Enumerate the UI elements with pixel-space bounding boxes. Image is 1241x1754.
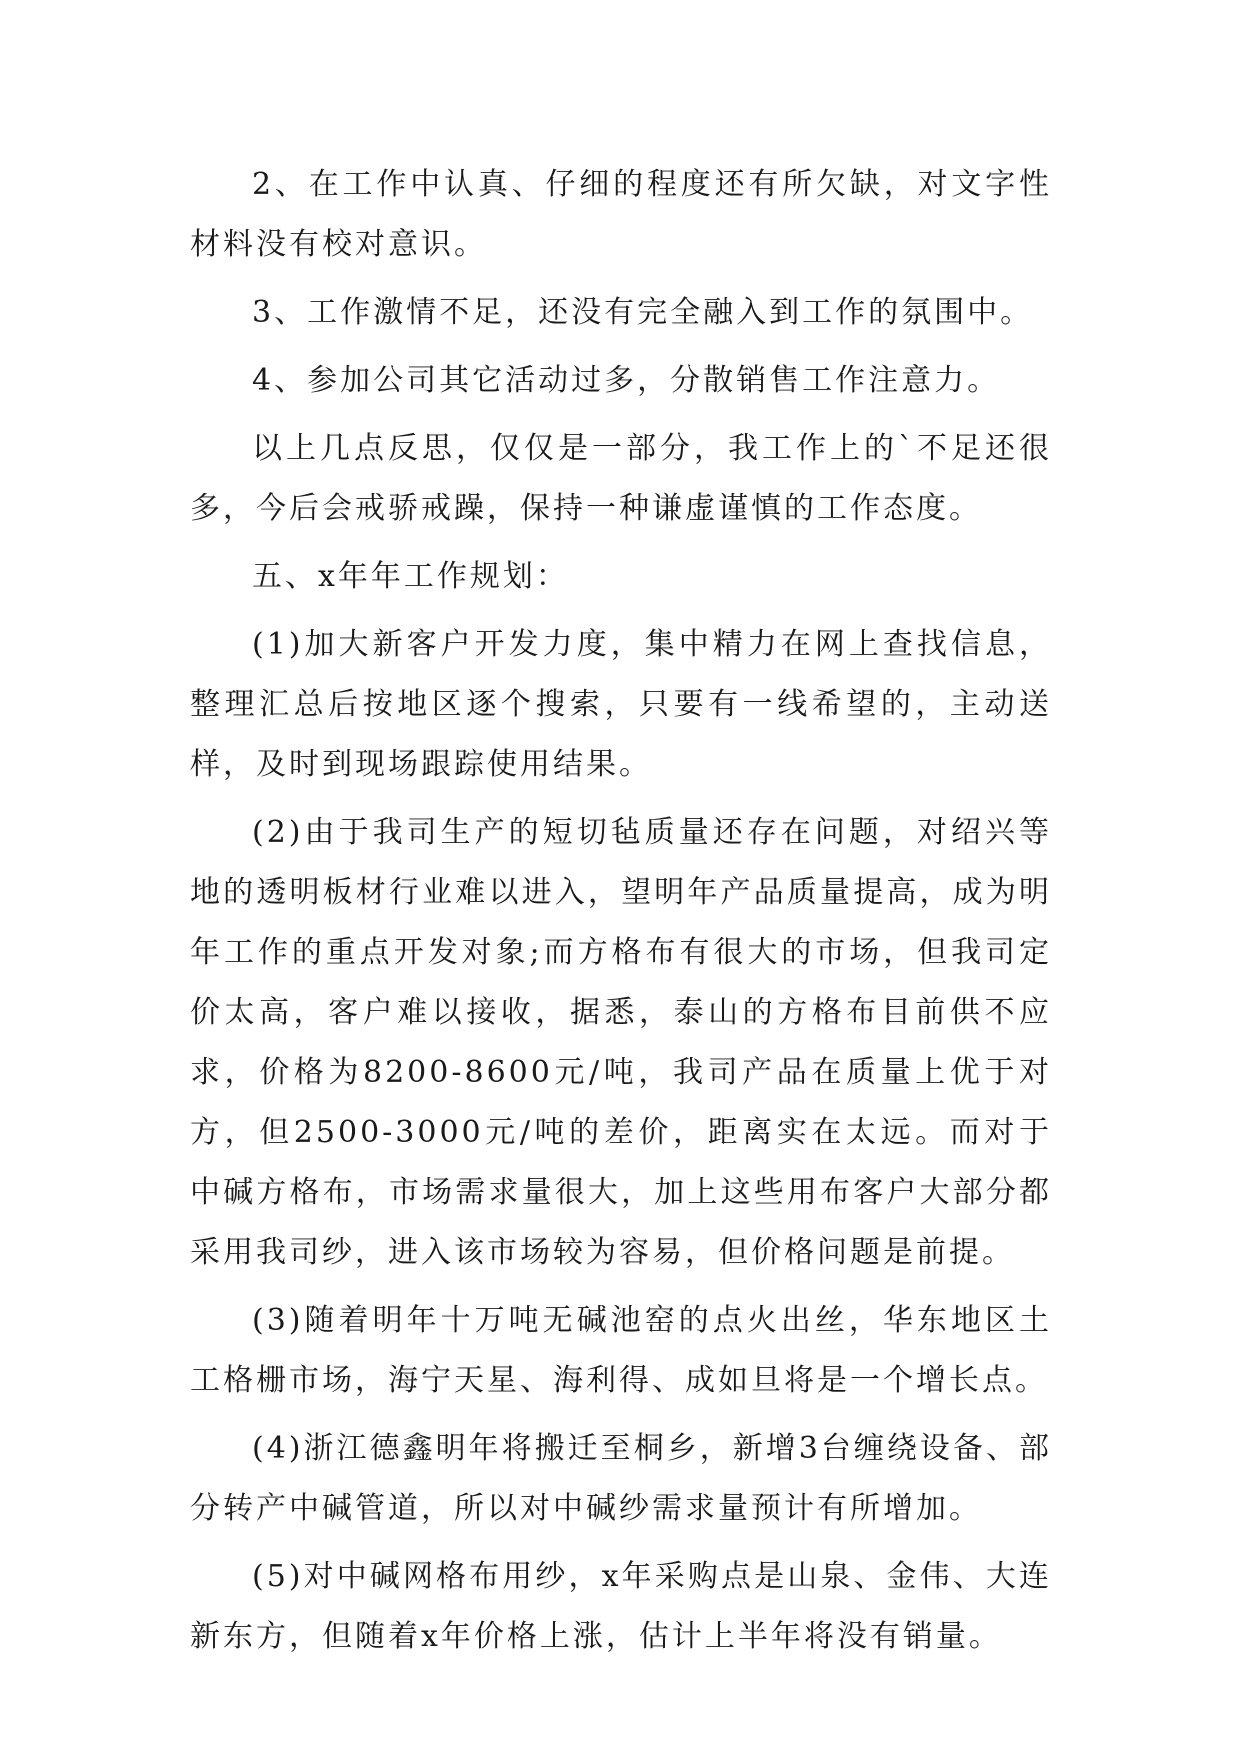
paragraph-item-4: 4、参加公司其它活动过多，分散销售工作注意力。 — [252, 363, 1001, 398]
section-heading-plan: 五、x年年工作规划： — [252, 559, 569, 594]
plan-item-5: (5)对中碱网格布用纱，x年采购点是山泉、金伟、大连新东方，但随着x年价格上涨，估计上半年将没有销量。 — [190, 1559, 1052, 1654]
plan-item-1: (1)加大新客户开发力度，集中精力在网上查找信息，整理汇总后按地区逐个搜索，只要有一线希望的，主动送样，及时到现场跟踪使用结果。 — [190, 627, 1052, 782]
paragraph-item-3: 3、工作激情不足，还没有完全融入到工作的氛围中。 — [252, 295, 1034, 330]
plan-item-2: (2)由于我司生产的短切毡质量还存在问题，对绍兴等地的透明板材行业难以进入，望明年产品质量提高，成为明年工作的重点开发对象;而方格布有很大的市场，但我司定价太高，客户难以接收，据悉，泰山的方格布目前供不应求，价格为8200-8600元/吨，我司产品在质量上优于对方，但2500-3000元/吨的差价，距离实在太远。而对于中碱方格布，市场需求量很大，加上这些用布客户大部分都采用我司纱，进入该市场较为容易，但价格问题是前提。 — [190, 815, 1052, 1270]
document-body — [190, 155, 1052, 1675]
plan-item-4: (4)浙江德鑫明年将搬迁至桐乡，新增3台缠绕设备、部分转产中碱管道，所以对中碱纱需求量预计有所增加。 — [190, 1431, 1052, 1526]
paragraph-item-2: 2、在工作中认真、仔细的程度还有所欠缺，对文字性材料没有校对意识。 — [190, 167, 1052, 262]
paragraph-reflection: 以上几点反思，仅仅是一部分，我工作上的`不足还很多，今后会戒骄戒躁，保持一种谦虚谨慎的工作态度。 — [190, 431, 1052, 526]
plan-item-3: (3)随着明年十万吨无碱池窑的点火出丝，华东地区土工格栅市场，海宁天星、海利得、成如旦将是一个增长点。 — [190, 1303, 1052, 1398]
